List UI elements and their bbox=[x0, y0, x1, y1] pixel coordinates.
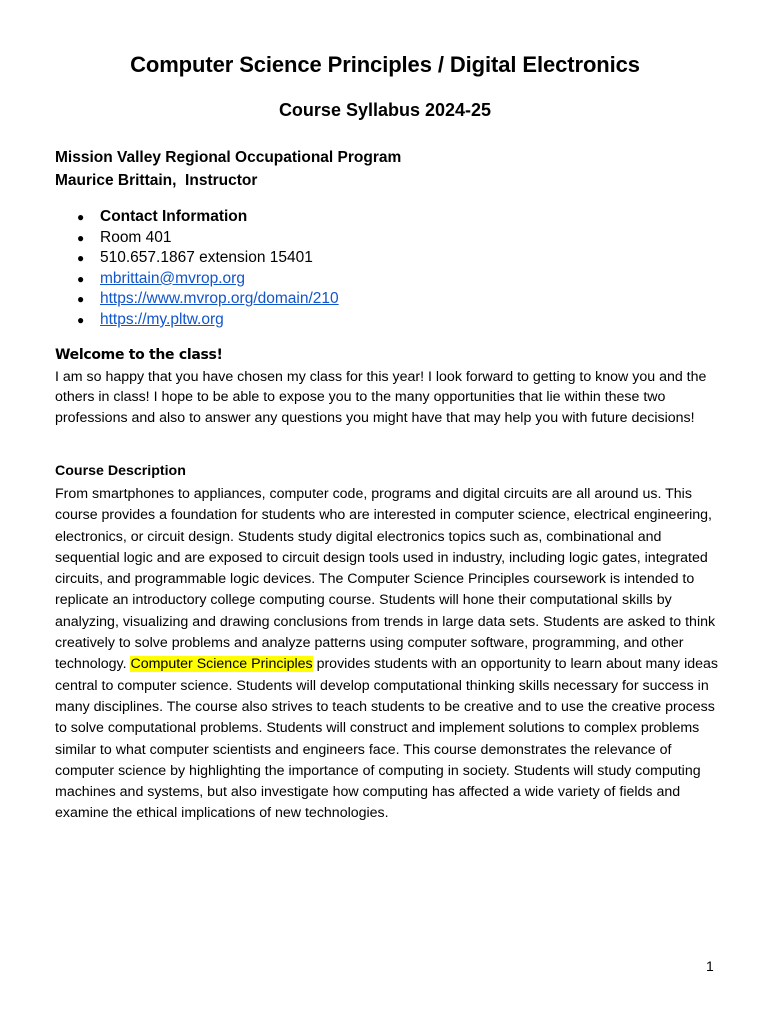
list-item bbox=[55, 248, 339, 269]
bullet-icon: ● bbox=[77, 210, 85, 224]
list-item bbox=[55, 310, 339, 331]
website-link[interactable]: https://www.mvrop.org/domain/210 bbox=[100, 290, 339, 308]
welcome-heading: Welcome to the class! bbox=[55, 347, 223, 363]
pltw-link[interactable]: https://my.pltw.org bbox=[100, 310, 224, 328]
description-heading: Course Description bbox=[55, 463, 186, 479]
contact-heading: Contact Information bbox=[100, 208, 248, 225]
bullet-icon: ● bbox=[77, 312, 85, 327]
bullet-icon: ● bbox=[77, 292, 85, 307]
list-item bbox=[55, 228, 339, 249]
welcome-paragraph: I am so happy that you have chosen my class for this year! I look forward to getting to know you and the others in class! I hope to be able to expose you to the many opportunities that lie within these two professions and also to answer any questions you might have that may help you with future decisions! bbox=[55, 369, 707, 426]
bullet-icon: ● bbox=[77, 230, 85, 245]
contact-phone: 510.657.1867 extension 15401 bbox=[100, 249, 313, 267]
description-text-part2: provides students with an opportunity to learn about many ideas central to computer science. Students will develop computational thinking skills necessary for success in many disciplines. The course also strives to teach students to be creative and to use the creative process to solve computational problems. Students will construct and implement solutions to complex problems similar to what computer scientists and engineers face. This course demonstrates the relevance of computer science by highlighting the importance of computing in society. Students will study computing machines and systems, but also investigate how computing has affected a wide variety of fields and examine the ethical implications of new technologies. bbox=[55, 656, 719, 822]
bullet-icon: ● bbox=[77, 271, 85, 286]
description-text-part1: From smartphones to appliances, computer code, programs and digital circuits are all around us. This course provides a foundation for students who are interested in computer science, electrical engineering, electronics, or circuit design. Students study digital electronics topics such as, combinational and sequential logic and are exposed to circuit design tools used in industry, including logic gates, integrated circuits, and programmable logic devices. The Computer Science Principles coursework is intended to replicate an introductory college computing course. Students will hone their computational skills by analyzing, visualizing and drawing conclusions from trends in large data sets. Students are asked to think creatively to solve problems and analyze patterns using computer software, programming, and other technology. bbox=[55, 486, 716, 673]
highlighted-text: Computer Science Principles bbox=[130, 656, 313, 673]
program-info bbox=[55, 146, 401, 192]
list-item bbox=[55, 289, 339, 310]
document-subtitle: Course Syllabus 2024-25 bbox=[278, 100, 492, 120]
program-name: Mission Valley Regional Occupational Program bbox=[55, 149, 402, 166]
list-item bbox=[55, 207, 339, 228]
email-link[interactable]: mbrittain@mvrop.org bbox=[100, 269, 245, 287]
instructor-name: Maurice Brittain, Instructor bbox=[55, 172, 258, 189]
list-item bbox=[55, 269, 339, 290]
document-title: Computer Science Principles / Digital Electronics bbox=[130, 52, 640, 77]
description-paragraph bbox=[55, 484, 720, 825]
contact-room: Room 401 bbox=[100, 228, 172, 246]
page-number: 1 bbox=[706, 958, 714, 974]
bullet-icon: ● bbox=[77, 251, 85, 266]
contact-list bbox=[55, 207, 339, 331]
